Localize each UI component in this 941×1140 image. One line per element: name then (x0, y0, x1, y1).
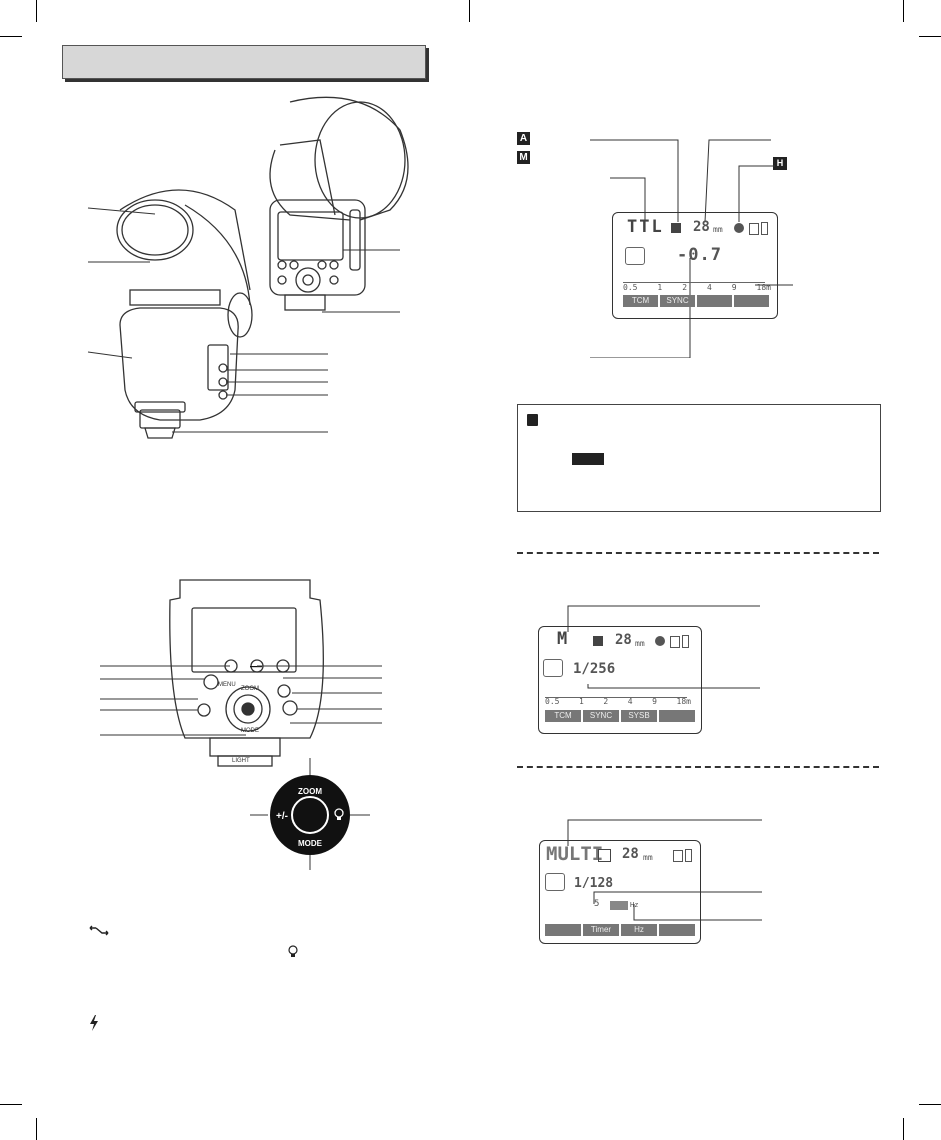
scale-tick: 1 (657, 283, 663, 292)
scale-tick: 4 (706, 283, 712, 292)
func-key[interactable]: SYSB (621, 710, 657, 722)
note-box (517, 404, 881, 512)
scale-tick: 18m (676, 697, 691, 706)
manual-status-icon (655, 636, 665, 646)
flash-head-icon (545, 873, 565, 891)
manual-icon-box (593, 636, 603, 646)
flash-head-icon (625, 247, 645, 265)
manual-zoom-unit: mm (635, 639, 645, 648)
camera-mode-a-icon: A (517, 132, 530, 145)
dial-plusminus-label: +/- (276, 811, 288, 822)
ttl-zoom-unit: mm (713, 225, 723, 234)
scale-tick: 18m (756, 283, 771, 292)
section-divider (517, 766, 879, 768)
scale-tick: 9 (731, 283, 737, 292)
func-key[interactable]: Hz (621, 924, 657, 936)
multi-power-value: 1/128 (574, 876, 614, 891)
crop-mark (0, 36, 22, 37)
ttl-function-bar (623, 295, 769, 307)
multi-hz-unit: Hz (630, 901, 639, 909)
speaker-icon (673, 850, 683, 862)
crop-mark (903, 1118, 904, 1140)
crop-mark (919, 1104, 941, 1105)
manual-lcd-screen (538, 626, 702, 734)
ttl-zoom-value: 28 (693, 219, 710, 235)
control-dial (250, 758, 370, 870)
battery-icon (761, 222, 768, 235)
ttl-status-icon (734, 223, 744, 233)
ttl-distance-scale (623, 283, 771, 292)
note-highlight-block (572, 453, 604, 465)
func-key[interactable]: TCM (545, 710, 581, 722)
func-key[interactable] (697, 295, 732, 307)
dial-mode-label: MODE (298, 839, 322, 848)
menu-label: MENU (218, 682, 236, 688)
section-title-bar (62, 45, 426, 79)
crop-mark (919, 36, 941, 37)
crop-mark (469, 0, 470, 22)
modeling-lamp-icon (287, 945, 299, 959)
crop-mark (0, 1104, 22, 1105)
multi-times-value: 5 (594, 899, 600, 909)
multi-lcd-screen (539, 840, 701, 944)
battery-icon (685, 849, 692, 862)
func-key[interactable]: SYNC (583, 710, 619, 722)
func-key[interactable] (545, 924, 581, 936)
flash-icon (89, 1015, 99, 1031)
ttl-lcd-screen (612, 212, 778, 319)
scale-tick: 4 (627, 697, 633, 706)
func-key[interactable] (734, 295, 769, 307)
manual-distance-scale (545, 697, 691, 706)
scale-tick: 0.5 (545, 697, 560, 706)
manual-zoom-value: 28 (615, 632, 632, 648)
scale-tick: 2 (682, 283, 688, 292)
func-key[interactable]: SYNC (660, 295, 695, 307)
speaker-icon (749, 223, 759, 235)
scale-tick: 9 (652, 697, 657, 706)
dial-zoom-label: ZOOM (298, 787, 322, 796)
manual-function-bar (545, 710, 695, 722)
scale-tick: 1 (579, 697, 584, 706)
crop-mark (36, 1118, 37, 1140)
func-key[interactable] (659, 924, 695, 936)
multi-function-bar (545, 924, 695, 936)
crop-mark (36, 0, 37, 22)
zoom-label-small: ZOOM (241, 686, 259, 692)
wireless-icon (88, 924, 110, 936)
multi-zoom-value: 28 (622, 846, 639, 862)
battery-icon (682, 635, 689, 648)
func-key[interactable]: TCM (623, 295, 658, 307)
flash-unit-illustration (60, 90, 410, 450)
ttl-mode-text: TTL (627, 217, 664, 237)
multi-frequency-value-block (610, 901, 628, 910)
note-icon (527, 414, 538, 426)
manual-mode-text: M (557, 629, 568, 649)
flash-head-icon (543, 659, 563, 677)
brand-label: LIGHT (232, 758, 250, 764)
camera-mode-m-icon: M (517, 151, 530, 164)
speaker-icon (670, 636, 680, 648)
ttl-compensation-value: -0.7 (677, 245, 722, 265)
scale-tick: 2 (603, 697, 609, 706)
multi-zoom-unit: mm (643, 853, 653, 862)
manual-power-value: 1/256 (573, 661, 616, 677)
high-speed-sync-icon: H (773, 157, 787, 170)
func-key[interactable] (659, 710, 695, 722)
section-divider (517, 552, 879, 554)
crop-mark (903, 0, 904, 22)
multi-icon-box (598, 849, 611, 862)
func-key[interactable]: Timer (583, 924, 619, 936)
scale-tick: 0.5 (623, 283, 638, 292)
ttl-icon-box (671, 223, 681, 233)
mode-label-small: MODE (241, 728, 259, 734)
multi-mode-text: MULTI (546, 843, 604, 865)
